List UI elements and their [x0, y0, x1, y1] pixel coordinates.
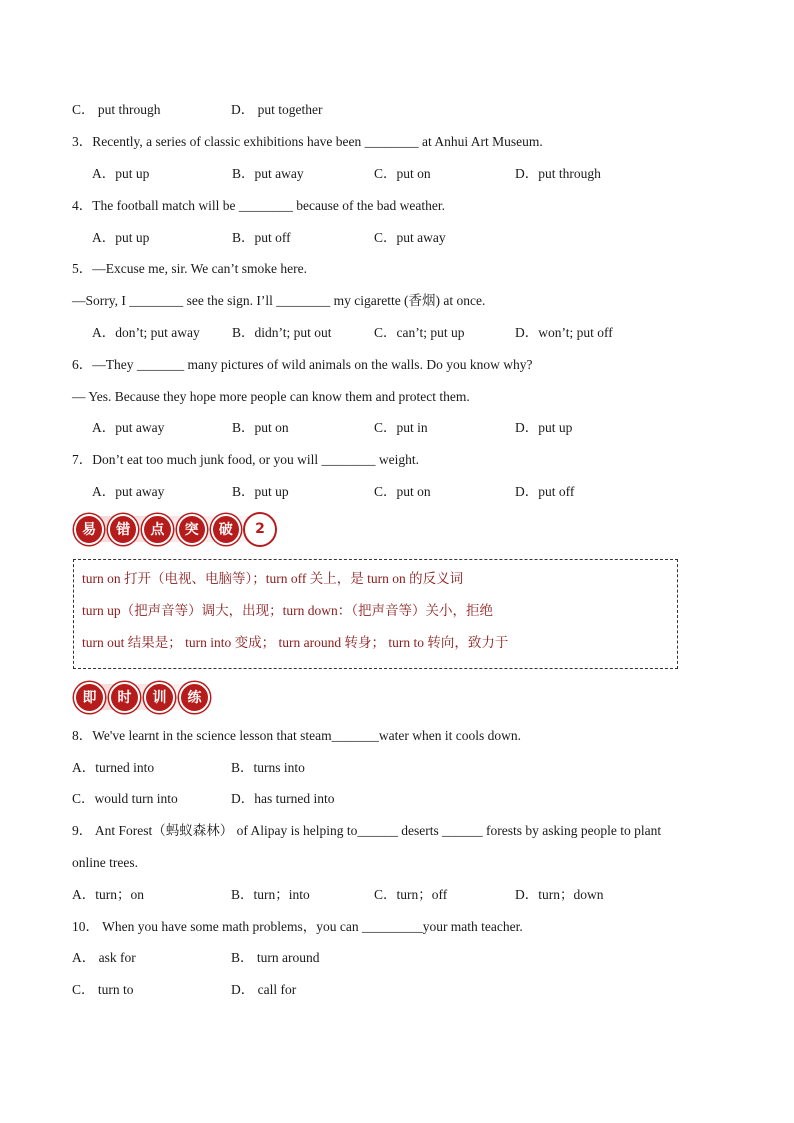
q7-stem: 7．Don’t eat too much junk food, or you will ________ weight.: [72, 452, 419, 467]
section-header-char: 破: [211, 514, 241, 545]
q3-option-a: A．put up: [92, 166, 150, 181]
q10-option-d: D． call for: [231, 982, 297, 997]
q9-option-b: B．turn；into: [231, 887, 310, 902]
q3-option-c: C．put on: [374, 166, 431, 181]
section-header-char: 练: [179, 682, 210, 713]
q6-stem-2: — Yes. Because they hope more people can know them and protect them.: [72, 389, 470, 404]
q5-stem-2: —Sorry, I ________ see the sign. I’ll ________ my cigarette (香烟) at once.: [72, 293, 486, 308]
q6-option-b: B．put on: [232, 420, 289, 435]
q5-stem-1: 5．—Excuse me, sir. We can’t smoke here.: [72, 261, 307, 276]
q5-option-c: C．can’t; put up: [374, 325, 465, 340]
note-line-3: turn out 结果是； turn into 变成； turn around 转身； turn to 转向，致力于: [82, 635, 509, 650]
q9-option-c: C．turn；off: [374, 887, 448, 902]
q7-option-a: A．put away: [92, 484, 165, 499]
q8-option-a: A．turned into: [72, 760, 155, 775]
section-header-number: 2: [245, 514, 275, 545]
section-header-char: 突: [177, 514, 207, 545]
q2-option-c: C． put through: [72, 102, 161, 117]
note-line-2: turn up（把声音等）调大，出现；turn down：（把声音等）关小，拒绝: [82, 603, 493, 618]
section-header-char: 训: [144, 682, 175, 713]
q7-option-d: D．put off: [515, 484, 575, 499]
q7-option-c: C．put on: [374, 484, 431, 499]
section-header-char: 点: [142, 514, 172, 545]
q3-option-b: B．put away: [232, 166, 304, 181]
q10-option-c: C． turn to: [72, 982, 134, 997]
q8-option-d: D．has turned into: [231, 791, 335, 806]
q9-stem-2: online trees.: [72, 855, 138, 870]
q6-option-c: C．put in: [374, 420, 428, 435]
q10-option-b: B． turn around: [231, 950, 320, 965]
q4-option-c: C．put away: [374, 230, 446, 245]
section-header-char: 即: [74, 682, 105, 713]
section-header-char: 时: [109, 682, 140, 713]
q5-option-b: B．didn’t; put out: [232, 325, 332, 340]
q6-stem-1: 6．—They _______ many pictures of wild animals on the walls. Do you know why?: [72, 357, 533, 372]
section-header-practice: [74, 678, 214, 716]
q5-option-a: A．don’t; put away: [92, 325, 200, 340]
q10-stem: 10． When you have some math problems，you can _________your math teacher.: [72, 919, 523, 934]
q8-stem: 8．We've learnt in the science lesson that steam_______water when it cools down.: [72, 728, 521, 743]
q9-option-d: D．turn；down: [515, 887, 604, 902]
q5-option-d: D．won’t; put off: [515, 325, 613, 340]
q4-stem: 4．The football match will be ________ because of the bad weather.: [72, 198, 446, 213]
note-line-1: turn on 打开（电视、电脑等）；turn off 关上，是 turn on 的反义词: [82, 571, 464, 586]
q9-option-a: A．turn；on: [72, 887, 144, 902]
q6-option-a: A．put away: [92, 420, 165, 435]
q10-option-a: A． ask for: [72, 950, 136, 965]
q4-option-a: A．put up: [92, 230, 150, 245]
section-header-char: 易: [74, 514, 104, 545]
section-header-mistakes: [74, 510, 279, 548]
section-header-char: 错: [108, 514, 138, 545]
q7-option-b: B．put up: [232, 484, 289, 499]
q8-option-b: B．turns into: [231, 760, 305, 775]
q9-stem-1: 9． Ant Forest（蚂蚁森林） of Alipay is helping to______ deserts ______ forests by asking people to plant: [72, 823, 662, 838]
q3-option-d: D．put through: [515, 166, 601, 181]
q8-option-c: C．would turn into: [72, 791, 178, 806]
q2-option-d: D． put together: [231, 102, 323, 117]
q3-stem: 3．Recently, a series of classic exhibitions have been ________ at Anhui Art Museum.: [72, 134, 543, 149]
q4-option-b: B．put off: [232, 230, 291, 245]
q6-option-d: D．put up: [515, 420, 573, 435]
